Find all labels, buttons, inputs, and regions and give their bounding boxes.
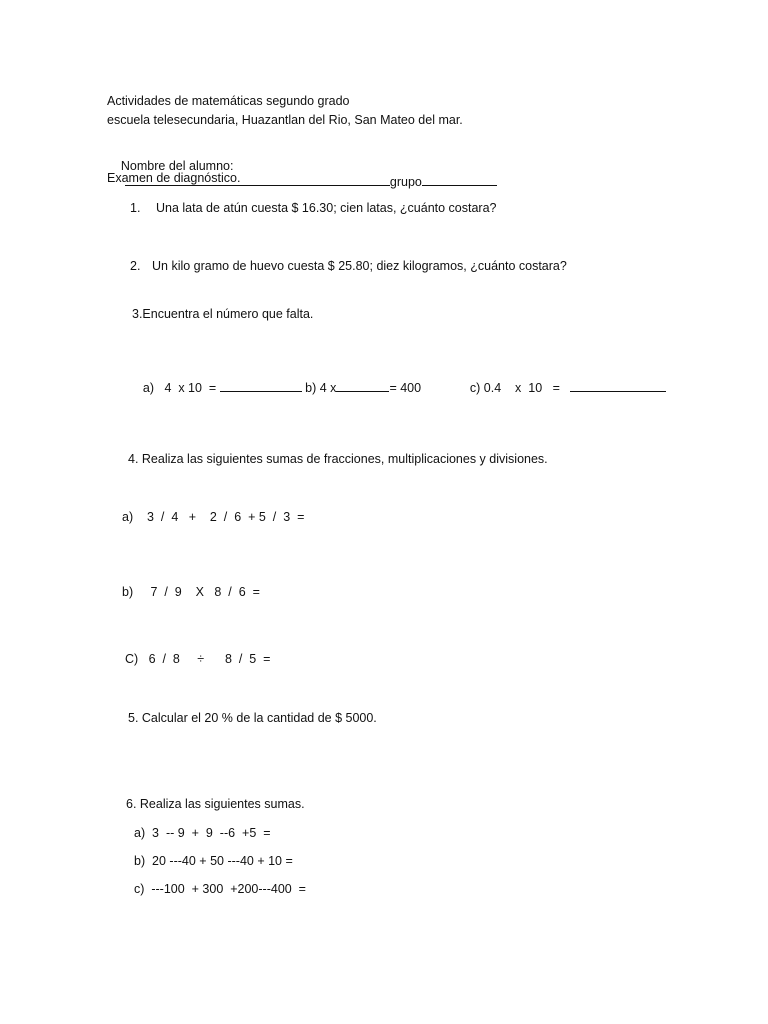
- question-3-c-blank: [570, 380, 666, 392]
- question-3-a-blank: [220, 380, 302, 392]
- question-4-c: C) 6 / 8 ÷ 8 / 5 =: [125, 652, 271, 666]
- question-4-title: 4. Realiza las siguientes sumas de fracciones, multiplicaciones y divisiones.: [128, 452, 548, 466]
- question-6-c: c) ---100 + 300 +200---400 =: [134, 882, 306, 896]
- question-3-b: b) 4 x: [301, 381, 337, 395]
- question-6-title: 6. Realiza las siguientes sumas.: [126, 797, 305, 811]
- question-6-b: b) 20 ---40 + 50 ---40 + 10 =: [134, 854, 293, 868]
- question-6-a: a) 3 -- 9 + 9 --6 +5 =: [134, 826, 271, 840]
- question-3-b-end: = 400: [389, 381, 422, 395]
- group-label: grupo: [389, 175, 422, 189]
- header-title: Actividades de matemáticas segundo grado: [107, 94, 350, 108]
- group-blank: [422, 174, 497, 186]
- question-4-b: b) 7 / 9 X 8 / 6 =: [122, 585, 260, 599]
- question-5-text: 5. Calcular el 20 % de la cantidad de $ 5000.: [128, 711, 377, 725]
- question-2-text: Un kilo gramo de huevo cuesta $ 25.80; diez kilogramos, ¿cuánto costara?: [152, 259, 567, 273]
- question-1-text: Una lata de atún cuesta $ 16.30; cien latas, ¿cuánto costara?: [156, 201, 497, 215]
- student-name-label: Nombre del alumno:: [120, 159, 234, 173]
- question-3-c-line: [456, 364, 666, 412]
- question-3-title: 3.Encuentra el número que falta.: [132, 307, 314, 321]
- question-4-a: a) 3 / 4 + 2 / 6 + 5 / 3 =: [122, 510, 305, 524]
- header-school: escuela telesecundaria, Huazantlan del Rio, San Mateo del mar.: [107, 113, 463, 127]
- question-2-number: 2.: [130, 259, 141, 273]
- question-3-a: a) 4 x 10 =: [142, 381, 220, 395]
- question-1-number: 1.: [130, 201, 141, 215]
- question-3-ab: [129, 364, 421, 412]
- exam-title: Examen de diagnóstico.: [107, 171, 241, 185]
- question-3-b-blank: [336, 380, 389, 392]
- question-3-c: c) 0.4 x 10 =: [469, 381, 571, 395]
